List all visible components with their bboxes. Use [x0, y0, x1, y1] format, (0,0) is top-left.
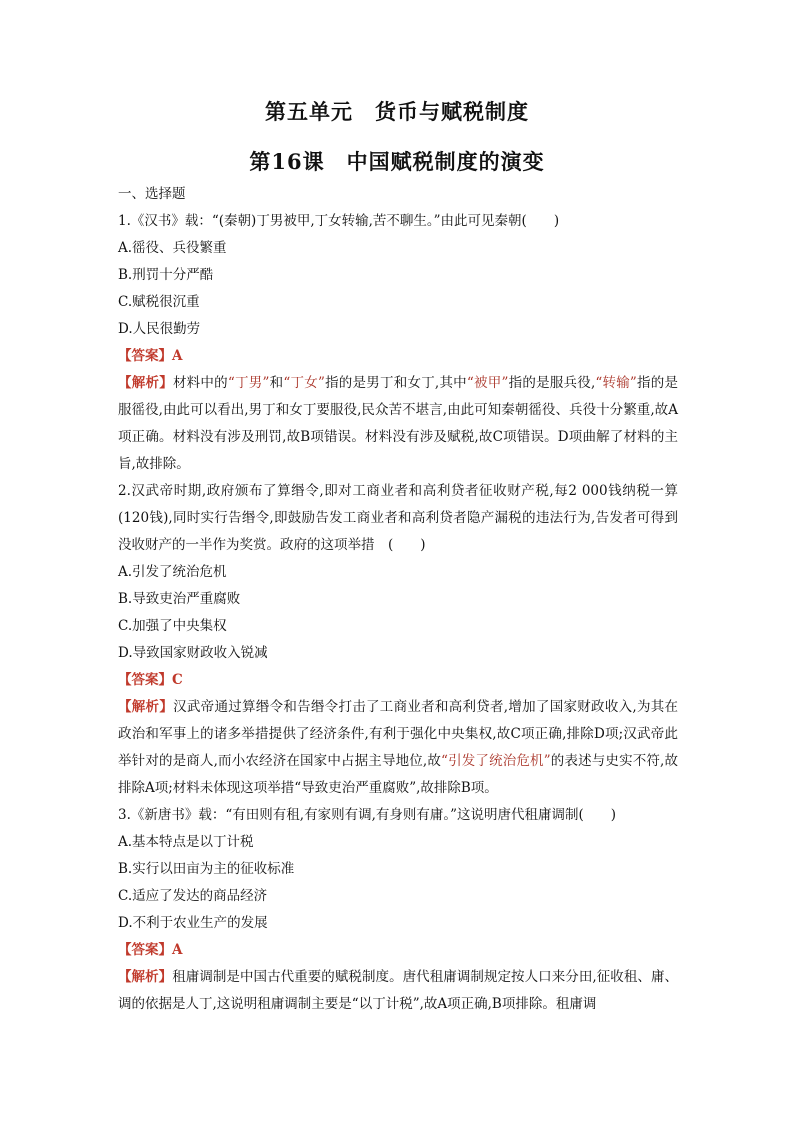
question-1-stem: 1.《汉书》载：“(秦朝)丁男被甲,丁女转输,苦不聊生。”由此可见秦朝( )	[118, 213, 560, 229]
question-1-analysis	[118, 370, 678, 478]
question-2-analysis	[118, 694, 678, 802]
question-1-option-b: B.刑罚十分严酷	[118, 267, 214, 283]
analysis-text: 汉武帝通过算缗令和告缗令打击了工商业者和高利贷者,增加了国家财政收入,为其在政治和军事上的诸多举措提供了经济条件,有利于强化中央集权,故C项正确,排除D项;汉武帝此举针对的是商人,而小农经济在国家中占据主导地位,故	[118, 699, 678, 769]
question-3-option-d: D.不利于农业生产的发展	[118, 915, 268, 931]
analysis-text: 租庸调制是中国古代重要的赋税制度。唐代租庸调制规定按人口来分田,征收租、庸、调的依据是人丁,这说明租庸调制主要是“以丁计税”,故A项正确,B项排除。租庸调	[118, 969, 678, 1012]
question-2-answer	[118, 667, 678, 694]
analysis-highlight: “丁男”	[227, 375, 270, 391]
answer-tag: 【答案】	[118, 672, 172, 688]
question-1-option-a: A.徭役、兵役繁重	[118, 240, 227, 256]
answer-value: C	[172, 672, 183, 688]
question-2-option-b: B.导致吏治严重腐败	[118, 591, 241, 607]
analysis-tag: 【解析】	[118, 699, 174, 715]
question-3-option-b: B.实行以田亩为主的征收标准	[118, 861, 295, 877]
question-2-stem: 2.汉武帝时期,政府颁布了算缗令,即对工商业者和高利贷者征收财产税,每2 000钱纳税一算(120钱),同时实行告缗令,即鼓励告发工商业者和高利贷者隐产漏税的违法行为,告发者可得到没收财产的一半作为奖赏。政府的这项举措 ( )	[118, 483, 678, 553]
question-1-answer	[118, 343, 678, 370]
question-3-stem: 3.《新唐书》载：“有田则有租,有家则有调,有身则有庸。”这说明唐代租庸调制( )	[118, 807, 617, 823]
question-3-option-a: A.基本特点是以丁计税	[118, 834, 254, 850]
analysis-text: 和	[269, 375, 284, 391]
lesson-title: 第16课 中国赋税制度的演变	[249, 149, 545, 174]
analysis-text: 指的是男丁和女丁,其中	[324, 375, 467, 391]
unit-title: 第五单元 货币与赋税制度	[265, 99, 529, 124]
analysis-highlight: “丁女”	[283, 375, 325, 391]
analysis-text: 指的是服徭役,由此可以看出,男丁和女丁要服役,民众苦不堪言,由此可知秦朝徭役、兵役十分繁重,故A项正确。材料没有涉及刑罚,故B项错误。材料没有涉及赋税,故C项错误。D项曲解了材料的主旨,故排除。	[118, 375, 679, 472]
question-3-answer	[118, 937, 678, 964]
content	[118, 181, 678, 1018]
question-1-option-d: D.人民很勤劳	[118, 321, 201, 337]
question-1-option-c: C.赋税很沉重	[118, 294, 200, 310]
analysis-highlight: “引发了统治危机”	[441, 753, 551, 769]
analysis-tag: 【解析】	[118, 375, 173, 391]
analysis-text: 指的是服兵役,	[508, 375, 596, 391]
question-2-option-c: C.加强了中央集权	[118, 618, 227, 634]
analysis-text: 材料中的	[172, 375, 228, 391]
analysis-text: 的表述与史实不符,故排除A项;材料未体现这项举措“导致吏治严重腐败”,故排除B项。	[118, 753, 678, 796]
question-3-analysis	[118, 964, 678, 1018]
analysis-tag: 【解析】	[118, 969, 173, 985]
question-2-option-d: D.导致国家财政收入锐减	[118, 645, 268, 661]
question-2-option-a: A.引发了统治危机	[118, 564, 227, 580]
section-heading: 一、选择题	[118, 186, 186, 202]
analysis-highlight: “被甲”	[466, 375, 509, 391]
answer-value: A	[172, 942, 183, 958]
answer-tag: 【答案】	[118, 348, 172, 364]
answer-tag: 【答案】	[118, 942, 172, 958]
answer-value: A	[172, 348, 183, 364]
analysis-highlight: “转输”	[595, 375, 637, 391]
question-3-option-c: C.适应了发达的商品经济	[118, 888, 268, 904]
